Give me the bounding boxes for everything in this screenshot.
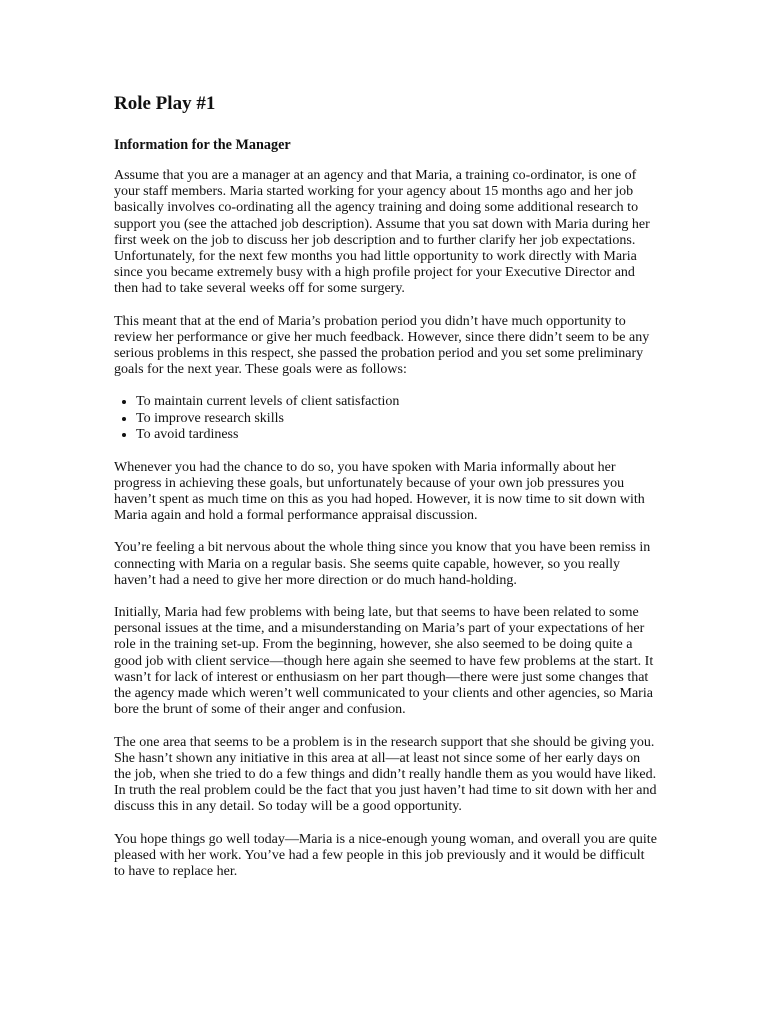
document-subtitle: Information for the Manager <box>114 137 291 153</box>
paragraph-intro: Assume that you are a manager at an agency and that Maria, a training co-ordinator, is one of your staff members. Maria started working for your agency about 15 months ago and her job basically involves co-ordinating all the agency training and doing some additional research to support you (see the attached job description). Assume that you sat down with Maria during her first week on the job to discuss her job description and to further clarify her job expectations. Unfortunately, for the next few months you had little opportunity to work directly with Maria since you became extremely busy with a high profile project for your Executive Director and then had to take several weeks off for some surgery. <box>114 168 650 297</box>
paragraph-nervous: You’re feeling a bit nervous about the whole thing since you know that you have been remiss in connecting with Maria on a regular basis. She seems quite capable, however, so you really haven’t had a need to give her more direction or do much hand-holding. <box>114 540 651 588</box>
goal-item: • To improve research skills <box>136 411 658 427</box>
paragraph-probation: This meant that at the end of Maria’s probation period you didn’t have much opportunity to review her performance or give her much feedback. However, since there didn’t seem to be any serious problems in this respect, she passed the probation period and you set some preliminary goals for the next year. These goals were as follows: <box>114 313 650 378</box>
goal-item: • To maintain current levels of client satisfaction <box>136 394 658 410</box>
paragraph-initially: Initially, Maria had few problems with being late, but that seems to have been related to some personal issues at the time, and a misunderstanding on Maria’s part of your expectations of her role in the training set-up. From the beginning, however, she also seemed to be doing quite a good job with client service—though here again she seemed to have few problems at the start. It wasn’t for lack of interest or enthusiasm on her part though—there were just some changes that the agency made which weren’t well communicated to your clients and other agencies, so Maria bore the brunt of some of their anger and confusion. <box>114 605 654 718</box>
paragraph-research: The one area that seems to be a problem is in the research support that she should be giving you. She hasn’t shown any initiative in this area at all—at least not since some of her early days on the job, when she tried to do a few things and didn’t really handle them as you would have liked. In truth the real problem could be the fact that you just haven’t had time to sit down with her and discuss this in any detail. So today will be a good opportunity. <box>114 734 657 815</box>
document-page <box>114 92 658 896</box>
paragraph-progress: Whenever you had the chance to do so, you have spoken with Maria informally about her progress in achieving these goals, but unfortunately because of your own job pressures you haven’t spent as much time on this as you had hoped. However, it is now time to sit down with Maria again and hold a formal performance appraisal discussion. <box>114 459 645 524</box>
goals-list <box>114 394 658 443</box>
goal-item: • To avoid tardiness <box>136 427 658 443</box>
paragraph-closing: You hope things go well today—Maria is a nice-enough young woman, and overall you are quite pleased with her work. You’ve had a few people in this job previously and it would be difficult to have to replace her. <box>114 831 657 879</box>
document-title: Role Play #1 <box>114 93 216 114</box>
